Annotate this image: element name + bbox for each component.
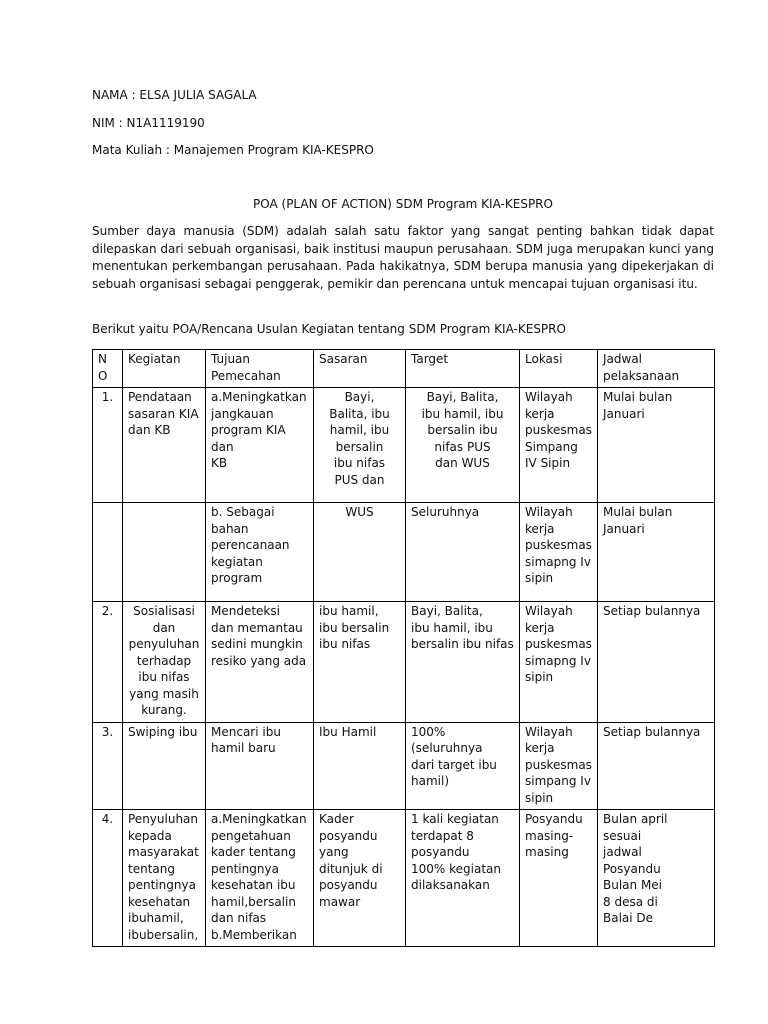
cell-sasaran: Bayi, Balita, ibu hamil, ibu bersalin ibu nifas PUS dan	[314, 388, 406, 503]
student-name: NAMA : ELSA JULIA SAGALA	[92, 88, 257, 102]
table-row	[93, 810, 715, 947]
course-name: Mata Kuliah : Manajemen Program KIA-KESPRO	[92, 143, 374, 157]
table-row	[93, 503, 715, 602]
cell-target: 100%(seluruhnya dari target ibu hamil)	[406, 722, 520, 810]
cell-lokasi: Wilayah kerja puskesmas simapng Iv sipin	[520, 602, 598, 723]
cell-no	[93, 503, 123, 602]
header-kegiatan: Kegiatan	[123, 350, 206, 388]
cell-jadwal: Setiap bulannya	[598, 722, 715, 810]
cell-lokasi: Wilayah kerja puskesmas simpang Iv sipin	[520, 722, 598, 810]
cell-target: Bayi, Balita, ibu hamil, ibu bersalin ibu nifas PUS dan WUS	[406, 388, 520, 503]
cell-no: 3.	[93, 722, 123, 810]
cell-no: 1.	[93, 388, 123, 503]
cell-sasaran: Ibu Hamil	[314, 722, 406, 810]
cell-target: Seluruhnya	[406, 503, 520, 602]
cell-target: 1 kali kegiatan terdapat 8 posyandu 100% kegiatan dilaksanakan	[406, 810, 520, 947]
cell-tujuan: a.Meningkatkan pengetahuan kader tentang pentingnya kesehatan ibu hamil,bersalin dan nifas b.Memberikan	[206, 810, 314, 947]
table-row	[93, 388, 715, 503]
cell-tujuan: b. Sebagai bahan perencanaan kegiatan program	[206, 503, 314, 602]
cell-kegiatan: Swiping ibu	[123, 722, 206, 810]
cell-sasaran: WUS	[314, 503, 406, 602]
cell-sasaran: Kader posyandu yang ditunjuk di posyandu mawar	[314, 810, 406, 947]
cell-kegiatan: Pendataan sasaran KIA dan KB	[123, 388, 206, 503]
cell-no: 2.	[93, 602, 123, 723]
cell-target: Bayi, Balita, ibu hamil, ibu bersalin ibu nifas	[406, 602, 520, 723]
header-jadwal: Jadwal pelaksanaan	[598, 350, 715, 388]
cell-tujuan: Mencari ibu hamil baru	[206, 722, 314, 810]
cell-lokasi: Wilayah kerja puskesmas simapng Iv sipin	[520, 503, 598, 602]
header-sasaran: Sasaran	[314, 350, 406, 388]
cell-tujuan: a.Meningkatkan jangkauan program KIA dan KB	[206, 388, 314, 503]
header-target: Target	[406, 350, 520, 388]
cell-kegiatan	[123, 503, 206, 602]
table-intro: Berikut yaitu POA/Rencana Usulan Kegiatan tentang SDM Program KIA-KESPRO	[92, 322, 566, 336]
cell-lokasi: Wilayah kerja puskesmas Simpang IV Sipin	[520, 388, 598, 503]
table-row	[93, 722, 715, 810]
cell-sasaran: ibu hamil, ibu bersalin ibu nifas	[314, 602, 406, 723]
cell-jadwal: Mulai bulan Januari	[598, 388, 715, 503]
cell-jadwal: Bulan april sesuai jadwal Posyandu Bulan Mei 8 desa di Balai De	[598, 810, 715, 947]
cell-jadwal: Mulai bulan Januari	[598, 503, 715, 602]
header-tujuan: Tujuan Pemecahan	[206, 350, 314, 388]
cell-tujuan: Mendeteksi dan memantau sedini mungkin resiko yang ada	[206, 602, 314, 723]
table-row	[93, 602, 715, 723]
poa-table	[92, 349, 715, 947]
cell-kegiatan: Sosialisasi dan penyuluhan terhadap ibu nifas yang masih kurang.	[123, 602, 206, 723]
intro-paragraph: Sumber daya manusia (SDM) adalah salah satu faktor yang sangat penting bahkan tidak dapat dilepaskan dari sebuah organisasi, baik institusi maupun perusahaan. SDM juga merupakan kunci yang menentukan perkembangan perusahaan. Pada hakikatnya, SDM berupa manusia yang dipekerjakan di sebuah organisasi sebagai penggerak, pemikir dan perencana untuk mencapai tujuan organisasi itu.	[92, 224, 714, 291]
table-header-row	[93, 350, 715, 388]
student-nim: NIM : N1A1119190	[92, 116, 205, 130]
cell-lokasi: Posyandu masing- masing	[520, 810, 598, 947]
cell-no: 4.	[93, 810, 123, 947]
document-title: POA (PLAN OF ACTION) SDM Program KIA-KESPRO	[253, 197, 553, 211]
cell-jadwal: Setiap bulannya	[598, 602, 715, 723]
header-no: N O	[93, 350, 123, 388]
cell-kegiatan: Penyuluhan kepada masyarakat tentang pentingnya kesehatan ibuhamil, ibubersalin,	[123, 810, 206, 947]
header-lokasi: Lokasi	[520, 350, 598, 388]
